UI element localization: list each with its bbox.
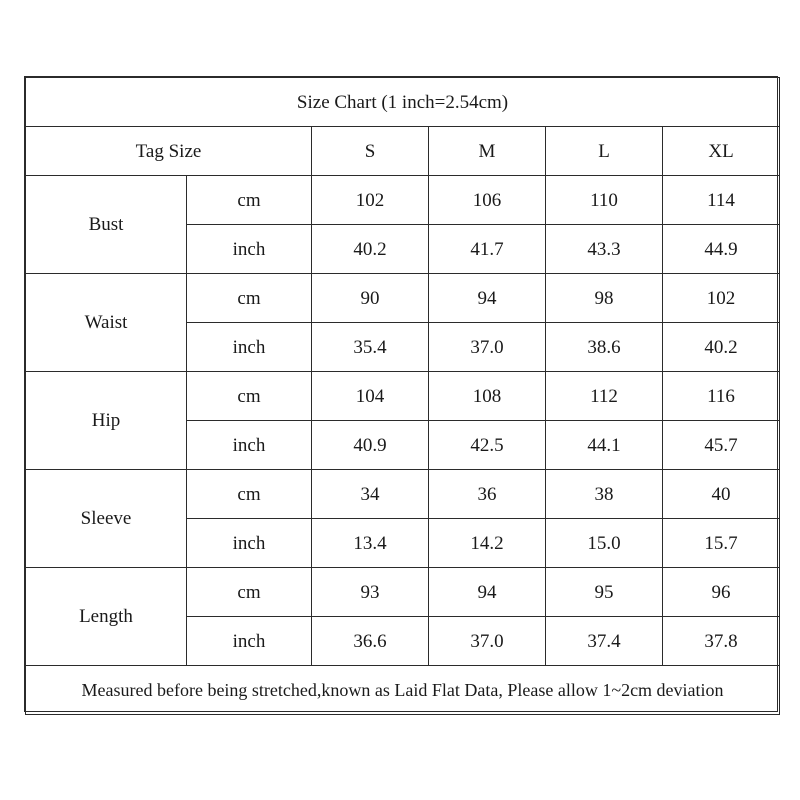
- table-cell: 96: [663, 568, 780, 617]
- table-cell: 102: [663, 274, 780, 323]
- table-cell: 15.7: [663, 519, 780, 568]
- table-cell: 15.0: [546, 519, 663, 568]
- table-row: [26, 470, 780, 519]
- measurement-name: Bust: [26, 176, 187, 274]
- unit-label: inch: [187, 323, 312, 372]
- table-cell: 35.4: [312, 323, 429, 372]
- table-cell: 112: [546, 372, 663, 421]
- table-row: [26, 372, 780, 421]
- table-row: [26, 274, 780, 323]
- size-header-s: S: [312, 127, 429, 176]
- table-cell: 34: [312, 470, 429, 519]
- table-cell: 94: [429, 568, 546, 617]
- size-header-xl: XL: [663, 127, 780, 176]
- unit-label: inch: [187, 617, 312, 666]
- unit-label: cm: [187, 470, 312, 519]
- measurement-name: Sleeve: [26, 470, 187, 568]
- note-row: [26, 666, 780, 715]
- measurement-name: Hip: [26, 372, 187, 470]
- table-cell: 93: [312, 568, 429, 617]
- tag-size-label: Tag Size: [26, 127, 312, 176]
- size-chart-table: [25, 77, 780, 715]
- table-cell: 110: [546, 176, 663, 225]
- unit-label: cm: [187, 274, 312, 323]
- table-cell: 41.7: [429, 225, 546, 274]
- table-cell: 37.0: [429, 323, 546, 372]
- table-cell: 104: [312, 372, 429, 421]
- chart-title: Size Chart (1 inch=2.54cm): [26, 78, 780, 127]
- measurement-note: Measured before being stretched,known as Laid Flat Data, Please allow 1~2cm deviation: [26, 666, 780, 715]
- unit-label: inch: [187, 225, 312, 274]
- table-cell: 13.4: [312, 519, 429, 568]
- table-cell: 45.7: [663, 421, 780, 470]
- unit-label: cm: [187, 568, 312, 617]
- table-row: [26, 568, 780, 617]
- table-cell: 37.4: [546, 617, 663, 666]
- table-cell: 37.8: [663, 617, 780, 666]
- table-cell: 102: [312, 176, 429, 225]
- table-cell: 114: [663, 176, 780, 225]
- size-header-m: M: [429, 127, 546, 176]
- measurement-name: Length: [26, 568, 187, 666]
- table-cell: 44.1: [546, 421, 663, 470]
- size-header-l: L: [546, 127, 663, 176]
- unit-label: inch: [187, 519, 312, 568]
- unit-label: inch: [187, 421, 312, 470]
- table-cell: 40.2: [663, 323, 780, 372]
- table-cell: 42.5: [429, 421, 546, 470]
- table-cell: 94: [429, 274, 546, 323]
- table-cell: 36.6: [312, 617, 429, 666]
- size-chart: [24, 76, 778, 712]
- unit-label: cm: [187, 176, 312, 225]
- table-row: [26, 176, 780, 225]
- table-cell: 40.9: [312, 421, 429, 470]
- table-cell: 108: [429, 372, 546, 421]
- unit-label: cm: [187, 372, 312, 421]
- table-cell: 90: [312, 274, 429, 323]
- table-cell: 43.3: [546, 225, 663, 274]
- table-cell: 116: [663, 372, 780, 421]
- table-cell: 38: [546, 470, 663, 519]
- table-cell: 98: [546, 274, 663, 323]
- table-cell: 40: [663, 470, 780, 519]
- table-cell: 14.2: [429, 519, 546, 568]
- table-cell: 106: [429, 176, 546, 225]
- table-cell: 37.0: [429, 617, 546, 666]
- table-cell: 95: [546, 568, 663, 617]
- table-cell: 36: [429, 470, 546, 519]
- table-cell: 38.6: [546, 323, 663, 372]
- table-cell: 40.2: [312, 225, 429, 274]
- table-cell: 44.9: [663, 225, 780, 274]
- measurement-name: Waist: [26, 274, 187, 372]
